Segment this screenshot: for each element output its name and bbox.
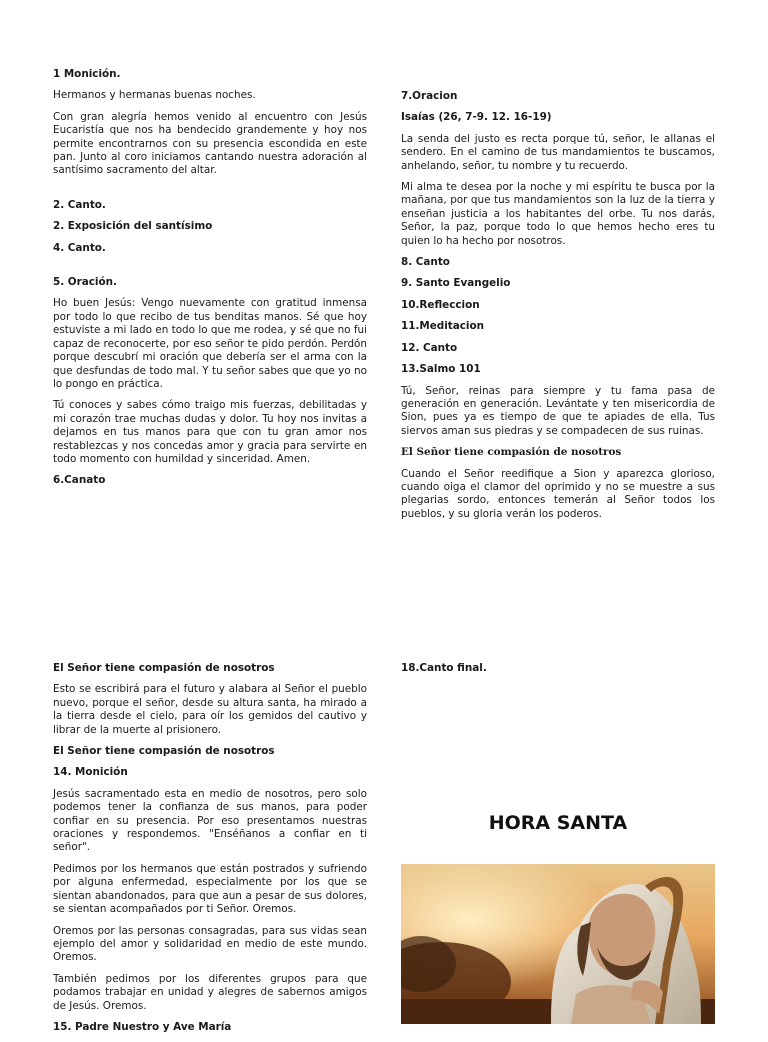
petition-3: También pedimos por los diferentes grupos para que podamos trabajar en unidad y alegres de sabernos amigos de Jesús. Oremos. (53, 972, 367, 1012)
monicion-paragraph: Jesús sacramentado esta en medio de nosotros, pero solo podemos tener la confianza de sus manos, para poder confiar en su presencia. Por eso presentamos nuestras oraciones y respondemos. "Enséñanos a confiar en ti señor". (53, 787, 367, 854)
heading-oracion-7: 7.Oracion (401, 90, 458, 102)
heading-monicion-14: 14. Monición (53, 766, 128, 779)
left-column-bottom (53, 662, 367, 1042)
heading-isaias: Isaías (26, 7-9. 12. 16-19) (401, 111, 552, 124)
heading-canto-4: 4. Canto. (53, 241, 106, 254)
isaias-paragraph-2: Mi alma te desea por la noche y mi espíritu te busca por la mañana, por que tus mandamientos son la luz de la tierra y enseñan justicia a los habitantes del orbe. Tu nos darás, Señor, la paz, porque todo lo que hemos hecho eres tu quien lo ha hecho por nosotros. (401, 181, 715, 247)
heading-monicion: 1 Monición. (53, 68, 121, 80)
heading-canto-12: 12. Canto (401, 341, 458, 354)
prayer-paragraph-1: Ho buen Jesús: Vengo nuevamente con gratitud inmensa por todo lo que recibo de tus benditas manos. Sé que hoy estuviste a mi lado en todo lo que me rodea, y sé que no fui capaz de reconocerte, por eso señor te pido perdón. Perdón porque descubrí mi oración que debería ser el arma con la que desfundas de todo mal. Y tu señor sabes que que yo no lo pongo en práctica. (53, 297, 367, 390)
salmo-paragraph-3: Esto se escribirá para el futuro y alabara al Señor el pueblo nuevo, porque el señor, desde su altura santa, ha mirado a la tierra desde el cielo, para oír los gemidos del cautivo y librar de la muerte al prisionero. (53, 683, 367, 736)
cover-title: HORA SANTA (488, 812, 628, 834)
heading-oracion: 5. Oración. (53, 276, 117, 289)
heading-salmo: 13.Salmo 101 (401, 363, 481, 376)
heading-canto-8: 8. Canto (401, 256, 450, 269)
heading-canto-2: 2. Canto. (53, 198, 106, 211)
heading-canto-final: 18.Canto final. (401, 662, 487, 674)
intro-paragraph: Con gran alegría hemos venido al encuentro con Jesús Eucaristía que nos ha bendecido grandemente y hoy nos permite encontrarnos con su presencia escondida en este pan. Junto al coro iniciamos cantando nuestra adoración al santísimo sacramento del altar. (53, 110, 367, 177)
jesus-shepherd-image (401, 864, 715, 1024)
petition-1: Pedimos por los hermanos que están postrados y sufriendo por alguna enfermedad, especialmente por los que se sientan abandonados, para que aun a pesar de sus dolores, se sientan acompañados por ti Señor. Oremos. (53, 862, 367, 916)
response-heading-1: El Señor tiene compasión de nosotros (53, 662, 275, 674)
salmo-paragraph-1: Tú, Señor, reinas para siempre y tu fama pasa de generación en generación. Levántate y ten misericordia de Sion, pues ya es tiempo de que te apiades de ella. Tus siervos aman sus piedras y se compadecen de sus ruinas. (401, 384, 715, 437)
greeting-text: Hermanos y hermanas buenas noches. (53, 89, 256, 102)
prayer-paragraph-2: Tú conoces y sabes cómo traigo mis fuerzas, debilitadas y mi corazón trae muchas dudas y dolor. Tu hoy nos invitas a dejamos en tus manos para que con tu gran amor nos restablezcas y nos concedas amor y gracia para servirte en todo momento con humildad y sinceridad. Amen. (53, 399, 367, 465)
isaias-paragraph-1: La senda del justo es recta porque tú, señor, le allanas el sendero. En el camino de tus mandamientos te buscamos, anhelando, señor, tu nombre y tu recuerdo. (401, 132, 715, 172)
left-column-top (53, 68, 367, 496)
heading-canato: 6.Canato (53, 474, 106, 487)
heading-exposicion: 2. Exposición del santísimo (53, 220, 213, 233)
right-column-bottom (401, 662, 715, 683)
response-heading: El Señor tiene compasión de nosotros (401, 446, 622, 459)
petition-2: Oremos por las personas consagradas, para sus vidas sean ejemplo del amor y solidaridad en medio de este mundo. Oremos. (53, 924, 367, 964)
heading-refleccion: 10.Refleccion (401, 298, 480, 311)
salmo-paragraph-2: Cuando el Señor reedifique a Sion y aparezca glorioso, cuando oiga el clamor del oprimido y no se muestre a sus plegarias sordo, entonces temerán al Señor todos los pueblos, y su gloria verán los poderos. (401, 467, 715, 520)
heading-padre-nuestro: 15. Padre Nuestro y Ave María (53, 1020, 232, 1033)
right-column-top (401, 90, 715, 529)
heading-evangelio: 9. Santo Evangelio (401, 277, 511, 290)
heading-meditacion: 11.Meditacion (401, 320, 485, 333)
response-heading-2: El Señor tiene compasión de nosotros (53, 745, 275, 758)
